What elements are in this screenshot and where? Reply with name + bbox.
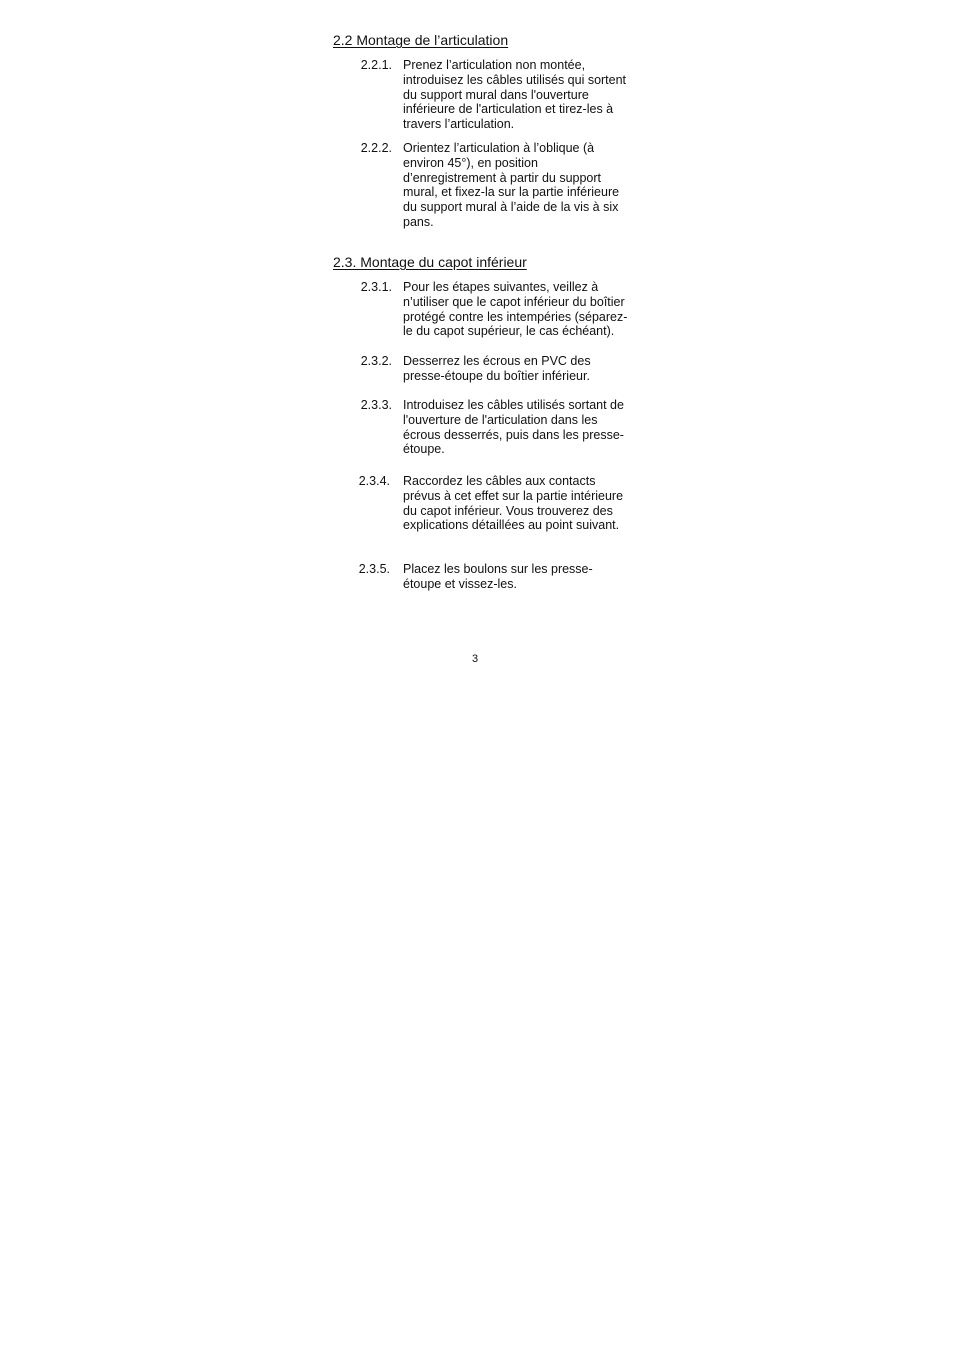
item-text: Prenez l’articulation non montée, introduisez les câbles utilisés qui sortent du support mural dans l'ouverture inférieure de l'articulation et tirez-les à travers l’articulation. xyxy=(403,58,627,132)
page-number: 3 xyxy=(471,653,479,665)
item-number: 2.2.2. xyxy=(360,141,392,155)
item-text: Desserrez les écrous en PVC des presse-étoupe du boîtier inférieur. xyxy=(403,354,591,383)
item-number: 2.3.4. xyxy=(358,474,390,488)
item-number: 2.3.5. xyxy=(358,562,390,576)
item-number: 2.3.1. xyxy=(360,280,392,294)
item-number: 2.3.3. xyxy=(360,398,392,412)
item-text: Pour les étapes suivantes, veillez à n’utiliser que le capot inférieur du boîtier protégé contre les intempéries (séparez-le du capot supérieur, le cas échéant). xyxy=(403,280,628,339)
section-heading-2-2: 2.2 Montage de l’articulation xyxy=(333,32,509,48)
section-heading-2-3: 2.3. Montage du capot inférieur xyxy=(333,254,527,270)
item-text: Raccordez les câbles aux contacts prévus à cet effet sur la partie intérieure du capot inférieur. Vous trouverez des explications détaillées au point suivant. xyxy=(403,474,624,533)
item-number: 2.2.1. xyxy=(360,58,392,72)
item-text: Placez les boulons sur les presse-étoupe et vissez-les. xyxy=(403,562,593,591)
item-text: Orientez l’articulation à l’oblique (à environ 45°), en position d’enregistrement à partir du support mural, et fixez-la sur la partie inférieure du support mural à l’aide de la vis à six pans. xyxy=(403,141,620,229)
item-text: Introduisez les câbles utilisés sortant de l'ouverture de l'articulation dans les écrous desserrés, puis dans les presse-étoupe. xyxy=(403,398,624,457)
item-number: 2.3.2. xyxy=(360,354,392,368)
